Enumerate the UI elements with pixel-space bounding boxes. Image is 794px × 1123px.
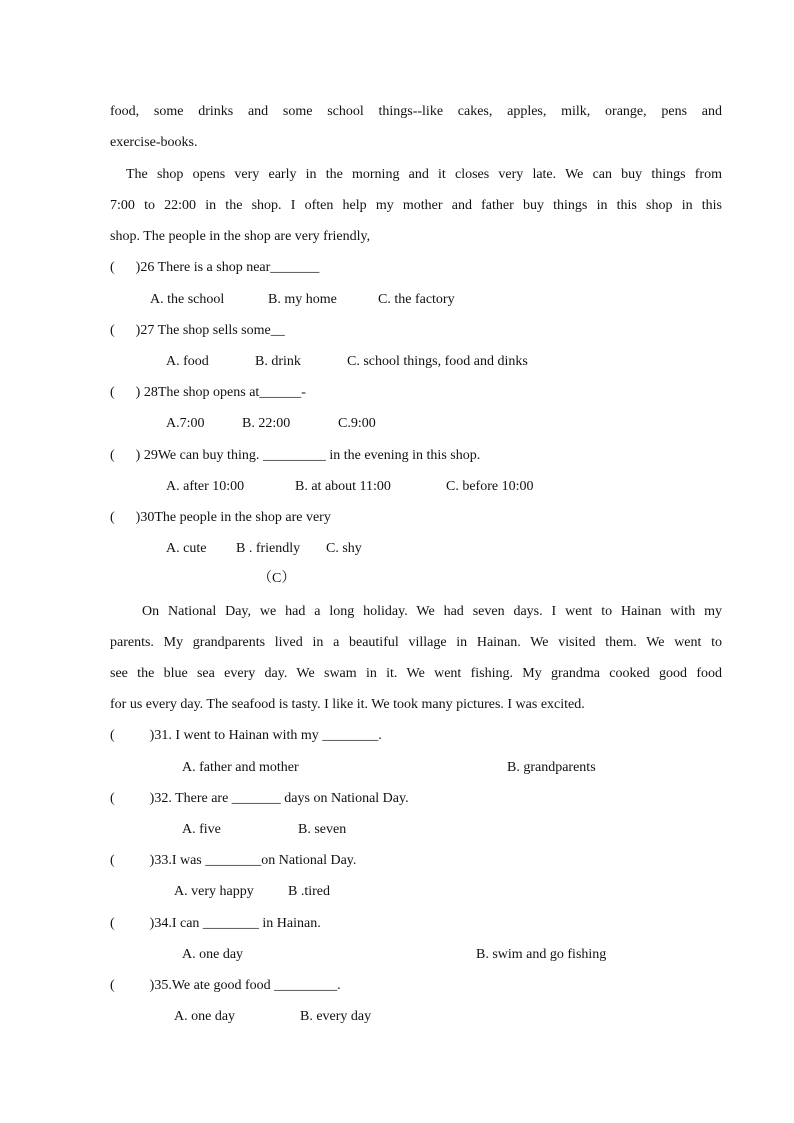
- question-28-stem: ( ) 28The shop opens at______-: [110, 385, 306, 400]
- passage-b-line-5: shop. The people in the shop are very friendly,: [110, 229, 371, 244]
- question-31-option-a: A. father and mother: [182, 760, 299, 775]
- passage-b-line-3: The shop opens very early in the morning and it closes very late. We can buy things from: [126, 167, 722, 182]
- passage-c-line-4: for us every day. The seafood is tasty. I like it. We took many pictures. I was excited.: [110, 697, 585, 712]
- question-34-stem: ( )34.I can ________ in Hainan.: [110, 916, 321, 931]
- question-26-option-b: B. my home: [268, 292, 337, 307]
- question-32-option-b: B. seven: [298, 822, 347, 837]
- question-32-stem: ( )32. There are _______ days on National Day.: [110, 791, 409, 806]
- question-31-stem: ( )31. I went to Hainan with my ________.: [110, 728, 382, 743]
- question-27-stem: ( )27 The shop sells some__: [110, 323, 285, 338]
- passage-c-line-1: On National Day, we had a long holiday. We had seven days. I went to Hainan with my: [142, 604, 722, 619]
- question-32-option-a: A. five: [182, 822, 221, 837]
- question-26-option-a: A. the school: [150, 292, 225, 307]
- question-28-option-b: B. 22:00: [242, 416, 291, 431]
- question-35-option-a: A. one day: [174, 1009, 236, 1024]
- question-33-option-a: A. very happy: [174, 884, 254, 899]
- question-27-option-b: B. drink: [255, 354, 301, 369]
- question-30-option-c: C. shy: [326, 541, 362, 556]
- question-31-option-b: B. grandparents: [507, 760, 596, 775]
- question-28-option-c: C.9:00: [338, 416, 376, 431]
- question-35-option-b: B. every day: [300, 1009, 372, 1024]
- question-30-stem: ( )30The people in the shop are very: [110, 510, 331, 525]
- passage-c-line-2: parents. My grandparents lived in a beautiful village in Hainan. We visited them. We went to: [110, 635, 722, 650]
- question-29-option-c: C. before 10:00: [446, 479, 534, 494]
- question-29-option-a: A. after 10:00: [166, 479, 245, 494]
- question-30-option-b: B . friendly: [236, 541, 301, 556]
- question-27-option-c: C. school things, food and dinks: [347, 354, 528, 369]
- question-27-option-a: A. food: [166, 354, 209, 369]
- passage-b-line-1: food, some drinks and some school things--like cakes, apples, milk, orange, pens and: [110, 104, 722, 119]
- question-29-option-b: B. at about 11:00: [295, 479, 391, 494]
- question-35-stem: ( )35.We ate good food _________.: [110, 978, 341, 993]
- passage-b-line-2: exercise-books.: [110, 135, 198, 150]
- passage-c-line-3: see the blue sea every day. We swam in it. We went fishing. My grandma cooked good food: [110, 666, 722, 681]
- question-33-option-b: B .tired: [288, 884, 330, 899]
- question-26-option-c: C. the factory: [378, 292, 455, 307]
- question-26-stem: ( )26 There is a shop near_______: [110, 260, 320, 275]
- passage-b-line-4: 7:00 to 22:00 in the shop. I often help my mother and father buy things in this shop in this: [110, 198, 722, 213]
- question-28-option-a: A.7:00: [166, 416, 205, 431]
- question-29-stem: ( ) 29We can buy thing. _________ in the evening in this shop.: [110, 448, 481, 463]
- section-c-heading: （C）: [258, 571, 296, 586]
- question-30-option-a: A. cute: [166, 541, 207, 556]
- question-34-option-a: A. one day: [182, 947, 244, 962]
- question-34-option-b: B. swim and go fishing: [476, 947, 607, 962]
- question-33-stem: ( )33.I was ________on National Day.: [110, 853, 357, 868]
